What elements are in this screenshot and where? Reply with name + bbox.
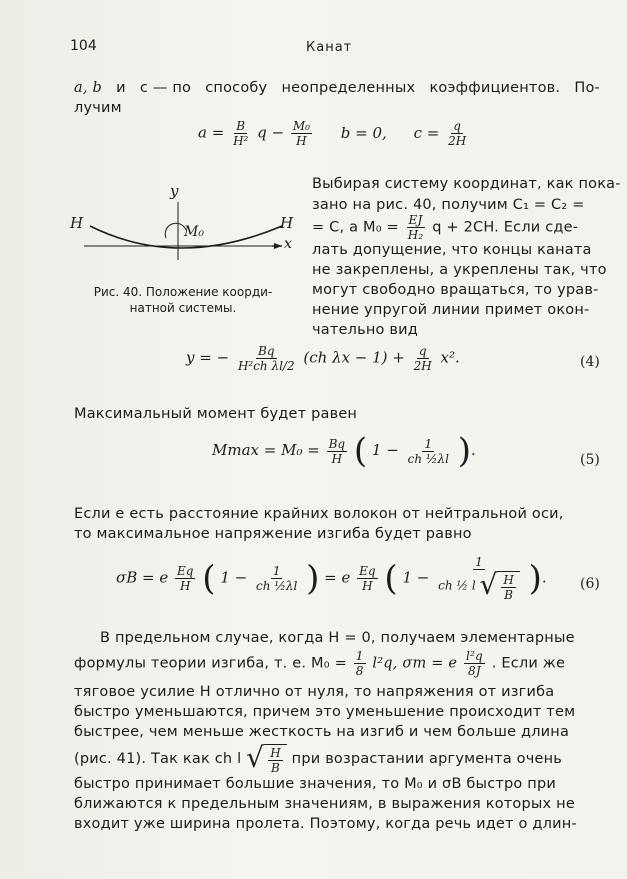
paragraph-4-line-3: тяговое усилие H отлично от нуля, то напряжения от изгиба [74,684,555,700]
paragraph-1-line-2: лучим [74,100,122,116]
equation-6: σB = e $\frac{Eq}{H}$ ( 1 − $\frac{1}{\text{ch ½λl}}$ ) = e $\frac{Eq}{H}$ ( 1 − 1 ch ½ l √ $\frac{H}{B}$ ). [116,555,547,602]
fig-label-m0: M₀ [184,224,204,240]
equation-4: y = − $\frac{Bq}{\text{H²ch λl/2}}$ (ch λx − 1) + $\frac{q}{2H}$ x². [186,344,460,373]
equation-6-number: (6) [580,576,600,592]
fig-label-y: y [170,182,179,200]
right-line-7: нение упругой линии примет окон- [312,302,590,318]
moment-arc [165,223,186,238]
fig-label-h-right: H [280,214,294,232]
paragraph-1-line-1: a, b и c — по способу неопределенных коэффициентов. По- [74,80,600,96]
right-line-3: = C, а M₀ = $\frac{EJ}{\text{H₂}}$ q + 2CH. Если сде- [312,213,579,242]
paragraph-4-line-4: быстро уменьшаются, причем это уменьшение происходит тем [74,704,576,720]
right-line-8: чательно вид [312,322,418,338]
paragraph-3-line-2: то максимальное напряжение изгиба будет равно [74,526,472,542]
running-title: Канат [306,40,353,55]
paragraph-4-line-2: формулы теории изгиба, т. е. M₀ = $\frac{1}{8}$ l²q, σm = e $\frac{\text{l²q}}{8J}$ . Если же [74,649,566,678]
paragraph-4-line-7: быстро принимает большие значения, то M₀ и σB быстро при [74,776,557,792]
page-number: 104 [70,38,97,54]
right-line-1: Выбирая систему координат, как пока- [312,176,621,192]
right-line-4: лать допущение, что концы каната [312,242,592,258]
fig-label-h-left: H [70,214,84,232]
figure-40 [70,178,300,278]
equation-5: Mmax = M₀ = $\frac{Bq}{H}$ ( 1 − $\frac{1}{\text{ch ½λl}}$ ). [212,431,476,471]
coefficient-equations: a = $\frac{B}{\text{H²}}$ q − $\frac{\text{M₀}}{H}$ b = 0, c = $\frac{q}{2H}$ [198,119,467,148]
right-line-2: зано на рис. 40, получим C₁ = C₂ = [312,197,585,213]
paragraph-4-line-8: ближаются к предельным значениям, в выражения которых не [74,796,575,812]
paragraph-4-line-1: В предельном случае, когда H = 0, получаем элементарные [100,630,575,646]
paragraph-2: Максимальный момент будет равен [74,406,358,422]
paragraph-3-line-1: Если e есть расстояние крайних волокон от нейтральной оси, [74,506,564,522]
x-axis-arrow [274,243,282,249]
equation-4-number: (4) [580,354,600,370]
figure-caption: Рис. 40. Положение коорди- натной системы. [93,285,273,315]
equation-5-number: (5) [580,452,600,468]
right-line-5: не закреплены, а укреплены так, что [312,262,607,278]
paragraph-4-line-9: входит уже ширина пролета. Поэтому, когда речь идет о длин- [74,816,577,832]
right-line-6: могут свободно вращаться, то урав- [312,282,599,298]
paragraph-4-line-6: (рис. 41). Так как ch l √ $\frac{H}{B}$ при возрастании аргумента очень [74,741,563,775]
paragraph-4-line-5: быстрее, чем меньше жесткость на изгиб и чем больше длина [74,724,570,740]
fig-label-x: x [284,236,292,252]
